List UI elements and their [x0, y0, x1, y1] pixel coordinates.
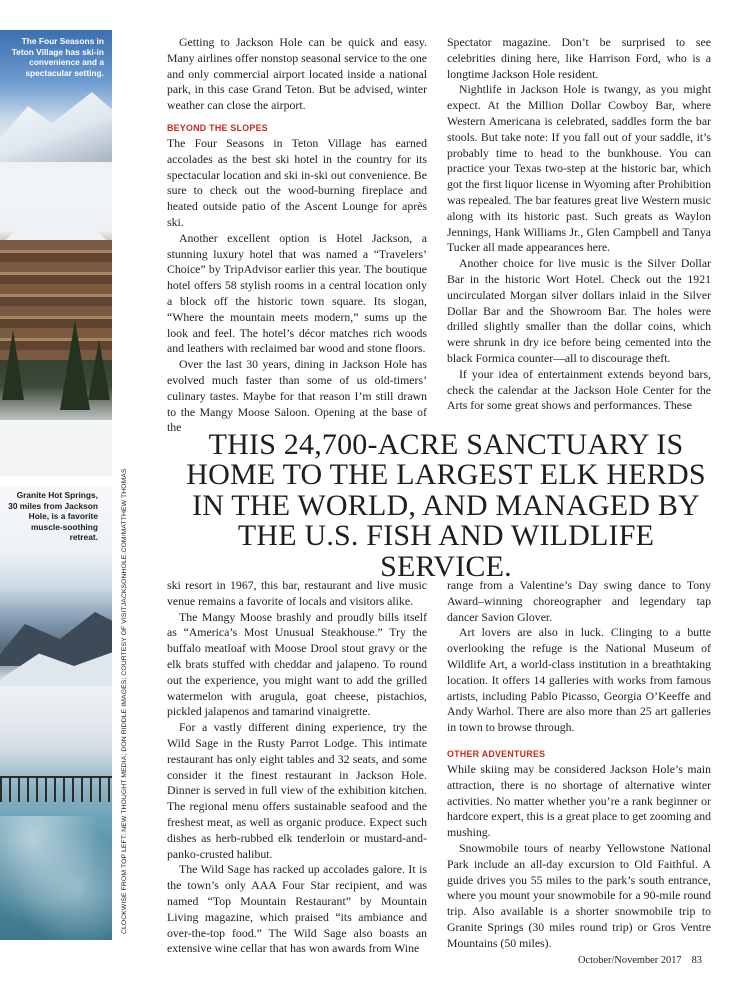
photo-caption-four-seasons: The Four Seasons in Teton Village has ski-in convenience and a spectacular setting.	[11, 36, 104, 78]
paragraph: The Four Seasons in Teton Village has earned accolades as the best ski hotel in the country for its spectacular location and ski in-ski out convenience. Be sure to check out the wood-burning fireplace and heated outside patio of the Ascent Lounge for après ski.	[167, 135, 427, 229]
column-3	[167, 578, 427, 957]
paragraph: Nightlife in Jackson Hole is twangy, as you might expect. At the Million Dollar Cowboy Bar, where Western Americana is celebrated, saddles form the bar stools. But take note: If you fall out of your saddle, it’s probably time to head to the bunkhouse. You can practice your Texas two-step at the historic bar, which got the first liquor license in Wyoming after Prohibition was repealed. The bar features great live Western music along with its historic past. Such greats as Waylon Jennings, Hank Williams Jr., Glen Campbell and Tanya Tucker all made appearances here.	[447, 82, 711, 255]
paragraph: While skiing may be considered Jackson Hole’s main attraction, there is no shortage of alternative winter activities. No matter whether you’re a rank beginner or hardcore expert, this is a great place to get zooming and mushing.	[447, 761, 711, 840]
paragraph: Another choice for live music is the Silver Dollar Bar in the historic Wort Hotel. Check out the 1921 uncirculated Morgan silver dollars inlaid in the Silver Dollar Bar and the Showroom Bar. The holes were drilled slightly smaller than the dollar coins, which were shrunk in dry ice before being cemented into the black Formica counter—all to discourage theft.	[447, 256, 711, 365]
section-heading-other-adventures: OTHER ADVENTURES	[447, 748, 546, 759]
page-footer	[578, 955, 702, 966]
paragraph: The Mangy Moose brashly and proudly bills itself as “America’s Most Unusual Steakhouse.” Try the buffalo meatloaf with Moose Drool stout gravy or the elk brats stuffed with cheddar and jalapeno. To round out the experience, you might want to add the grilled watermelon with arugula, goat cheese, pistachios, pickled jalapenos and tamarind vinaigrette.	[167, 609, 427, 719]
column-2	[447, 35, 711, 414]
paragraph: Spectator magazine. Don’t be surprised to see celebrities dining here, like Harrison Ford, who is a longtime Jackson Hole resident.	[447, 35, 711, 81]
paragraph: For a vastly different dining experience, try the Wild Sage in the Rusty Parrot Lodge. This intimate restaurant has only eight tables and 32 seats, and some consider it the finest restaurant in Jackson Hole. Dinner is served in full view of the exhibition kitchen. The regional menu offers sustainable seafood and the freshest meat, as well as organic produce. Expect such dishes as herb-rubbed elk tenderloin or mustard-and-panko-crusted halibut.	[167, 720, 427, 861]
pool-railing	[0, 776, 112, 802]
paragraph: ski resort in 1967, this bar, restaurant and live music venue remains a favorite of locals and visitors alike.	[167, 578, 427, 608]
paragraph: Over the last 30 years, dining in Jackson Hole has evolved much faster than some of us old-timers’ culinary tastes. Maybe for that reason I’m still drawn to the Mangy Moose Saloon. Opening at the base of the	[167, 357, 427, 435]
granite-hot-springs-photo	[0, 486, 112, 940]
hotel-building	[0, 240, 112, 360]
photo-credit: CLOCKWISE FROM TOP LEFT: NEW THOUGHT MEDIA; DON RIDDLE IMAGES; COURTESY OF VISITJACKSONHOLE.COM/MATTHEW THOMAS	[121, 468, 128, 934]
section-heading-beyond-the-slopes: BEYOND THE SLOPES	[167, 122, 268, 133]
four-seasons-photo	[0, 30, 112, 476]
paragraph: range from a Valentine’s Day swing dance to Tony Award–winning choreographer and legendary tap dancer Savion Glover.	[447, 578, 711, 624]
paragraph: If your idea of entertainment extends beyond bars, check the calendar at the Jackson Hole Center for the Arts for some great shows and performances. These	[447, 366, 711, 413]
paragraph: Another excellent option is Hotel Jackson, a stunning luxury hotel that was named a “Travelers’ Choice” by TripAdvisor earlier this year. The boutique hotel offers 58 stylish rooms in a central location only a block off the historic town square. Its slogan, “Where the mountain meets modern,” sums up the look and feel. The hotel’s décor matches rich woods and leathers with reclaimed bar wood and stone floors.	[167, 230, 427, 356]
column-1	[167, 35, 427, 436]
issue-date: October/November 2017	[578, 955, 682, 966]
mountain-peak	[0, 92, 112, 162]
paragraph: Snowmobile tours of nearby Yellowstone National Park include an all-day excursion to Old Faithful. A guide drives you 55 miles to the park’s south entrance, where you mount your snowmobile for a 90-mile round trip. Also available is a shorter snowmobile trip to Granite Springs (30 miles round trip) or Gros Ventre Mountains (50 miles).	[447, 840, 711, 950]
pull-quote: THIS 24,700-ACRE SANCTUARY IS HOME TO THE LARGEST ELK HERDS IN THE WORLD, AND MANAGED BY THE U.S. FISH AND WILDLIFE SERVICE.	[186, 428, 706, 583]
paragraph: The Wild Sage has racked up accolades galore. It is the town’s only AAA Four Star recipient, and was named “Top Mountain Restaurant” by Mountain Living magazine, which praised “its ambiance and over-the-top food.” The Wild Sage also boasts an extensive wine cellar that has won awards from Wine	[167, 862, 427, 956]
page-number: 83	[691, 955, 702, 966]
snow-ground	[0, 420, 112, 476]
photo-caption-hot-springs: Granite Hot Springs, 30 miles from Jackson Hole, is a favorite muscle-soothing retreat.	[8, 490, 98, 543]
paragraph: Art lovers are also in luck. Clinging to a butte overlooking the refuge is the National Museum of Wildlife Art, a world-class institution in a breathtaking location. It offers 14 galleries with works from famous artists, including Pablo Picasso, Georgia O’Keeffe and Andy Warhol. There are also more than 25 art galleries in town to browse through.	[447, 625, 711, 735]
pool-steam	[0, 816, 112, 940]
column-4	[447, 578, 711, 952]
mountain-ridge	[0, 606, 112, 666]
paragraph: Getting to Jackson Hole can be quick and easy. Many airlines offer nonstop seasonal service to the one and only commercial airport located inside a national park, in this case Grand Teton. But be advised, winter weather can close the airport.	[167, 35, 427, 113]
